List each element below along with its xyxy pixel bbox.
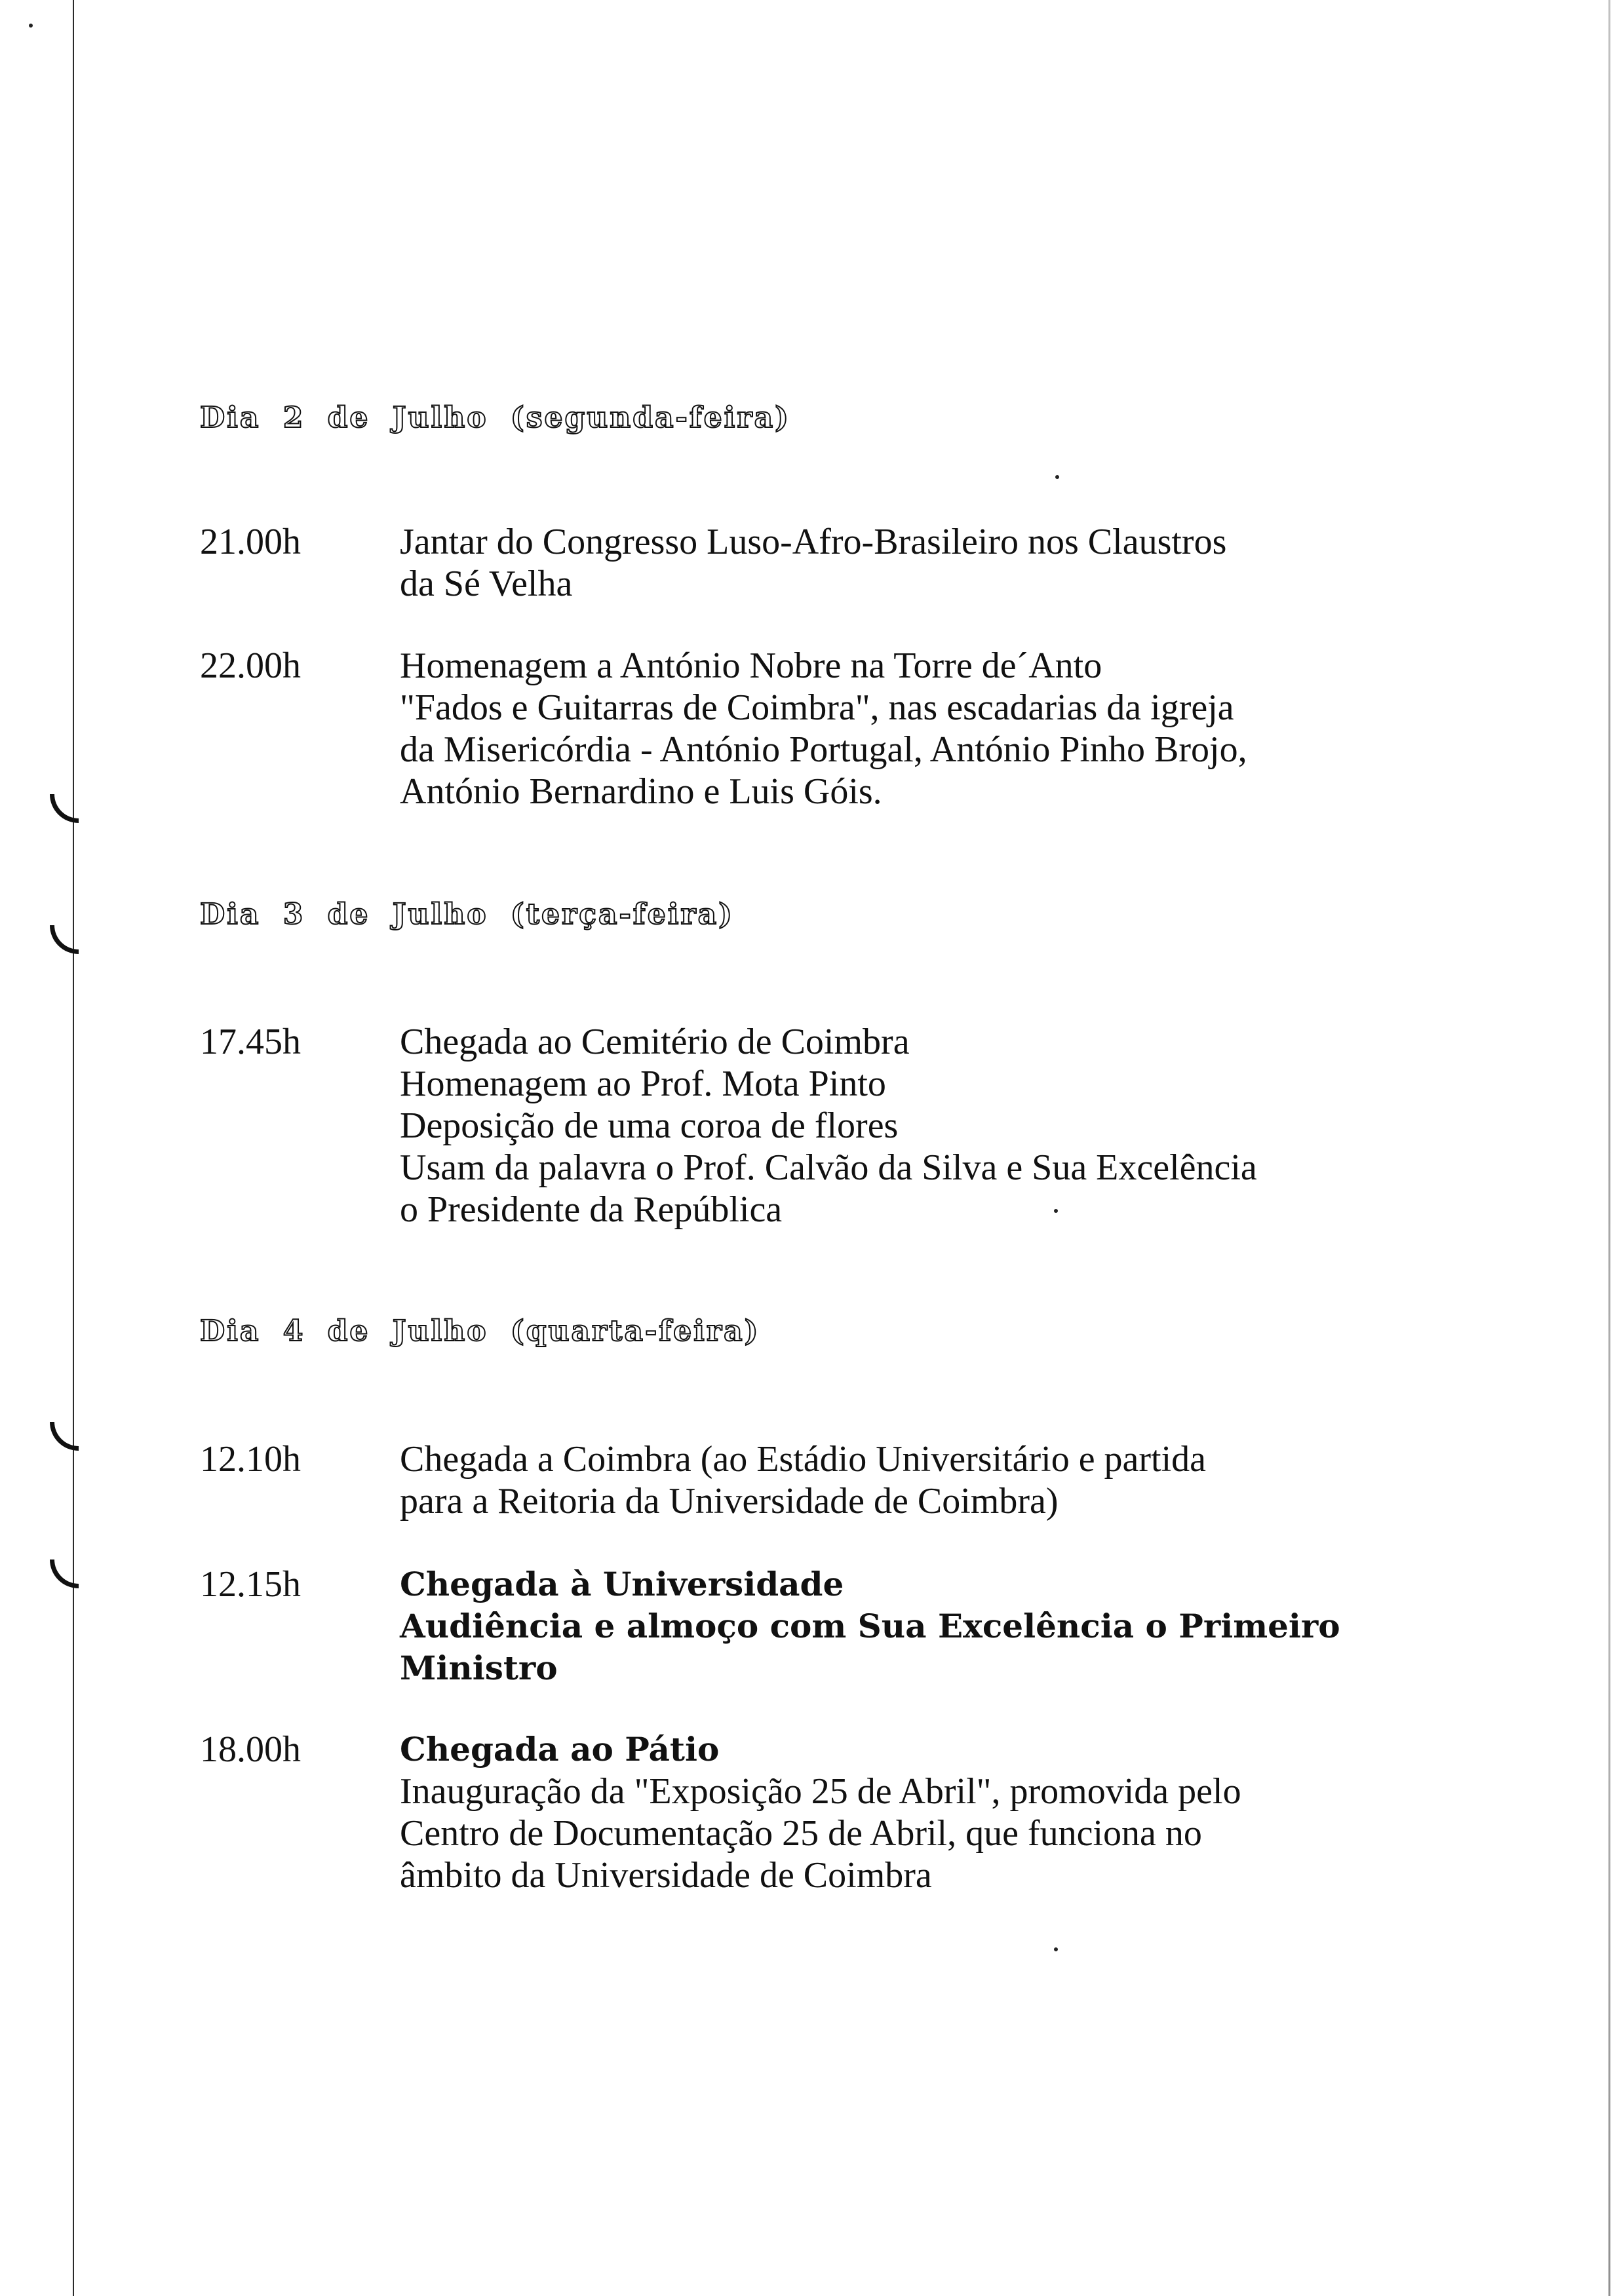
entry-line: para a Reitoria da Universidade de Coimbra) [400, 1481, 1059, 1521]
entry-time: 21.00h [200, 522, 301, 562]
entry-line: Chegada ao Cemitério de Coimbra [400, 1022, 910, 1062]
entry-time: 12.10h [200, 1439, 301, 1480]
entry-line: Jantar do Congresso Luso-Afro-Brasileiro nos Claustros [400, 522, 1227, 562]
entry-line: António Bernardino e Luis Góis. [400, 771, 882, 812]
scan-speck [29, 24, 33, 28]
binder-hook-mark [50, 1422, 79, 1451]
scan-speck [1054, 1947, 1058, 1951]
entry-description [400, 1021, 1547, 1231]
entry-description [400, 1563, 1547, 1689]
entry-line: Homenagem ao Prof. Mota Pinto [400, 1063, 886, 1104]
entry-line: Homenagem a António Nobre na Torre de´Anto [400, 645, 1102, 686]
entry-line: Deposição de uma coroa de flores [400, 1105, 899, 1146]
day-heading: Dia 3 de Julho (terça-feira) [200, 898, 734, 931]
page-right-edge [1608, 0, 1610, 2296]
entry-line: Ministro [400, 1649, 558, 1687]
entry-line: "Fados e Guitarras de Coimbra", nas escadarias da igreja [400, 687, 1234, 728]
day-heading: Dia 2 de Julho (segunda-feira) [200, 401, 790, 434]
entry-line: Centro de Documentação 25 de Abril, que funciona no [400, 1813, 1202, 1854]
entry-line: Chegada a Coimbra (ao Estádio Universitário e partida [400, 1439, 1207, 1480]
entry-line: Usam da palavra o Prof. Calvão da Silva e Sua Excelência [400, 1147, 1257, 1188]
entry-line: Audiência e almoço com Sua Excelência o Primeiro [400, 1607, 1340, 1645]
binder-hook-mark [50, 794, 79, 823]
entry-time: 12.15h [200, 1564, 301, 1605]
day-heading: Dia 4 de Julho (quarta-feira) [200, 1314, 760, 1348]
entry-line: da Sé Velha [400, 564, 573, 604]
entry-line: Chegada ao Pátio [400, 1730, 720, 1769]
entry-line: o Presidente da República [400, 1189, 783, 1230]
entry-description [400, 645, 1547, 813]
entry-time: 18.00h [200, 1729, 301, 1770]
entry-description [400, 1729, 1547, 1896]
binder-hook-mark [50, 1559, 79, 1588]
entry-line: Chegada à Universidade [400, 1565, 844, 1603]
entry-line: da Misericórdia - António Portugal, António Pinho Brojo, [400, 729, 1247, 770]
binding-margin-line [73, 0, 74, 2296]
entry-line: Inauguração da "Exposição 25 de Abril", promovida pelo [400, 1771, 1241, 1812]
entry-time: 22.00h [200, 645, 301, 686]
binder-hook-mark [50, 925, 79, 954]
entry-time: 17.45h [200, 1022, 301, 1062]
entry-line: âmbito da Universidade de Coimbra [400, 1855, 932, 1896]
scan-speck [1055, 475, 1059, 479]
entry-description [400, 521, 1547, 605]
entry-description [400, 1438, 1547, 1522]
